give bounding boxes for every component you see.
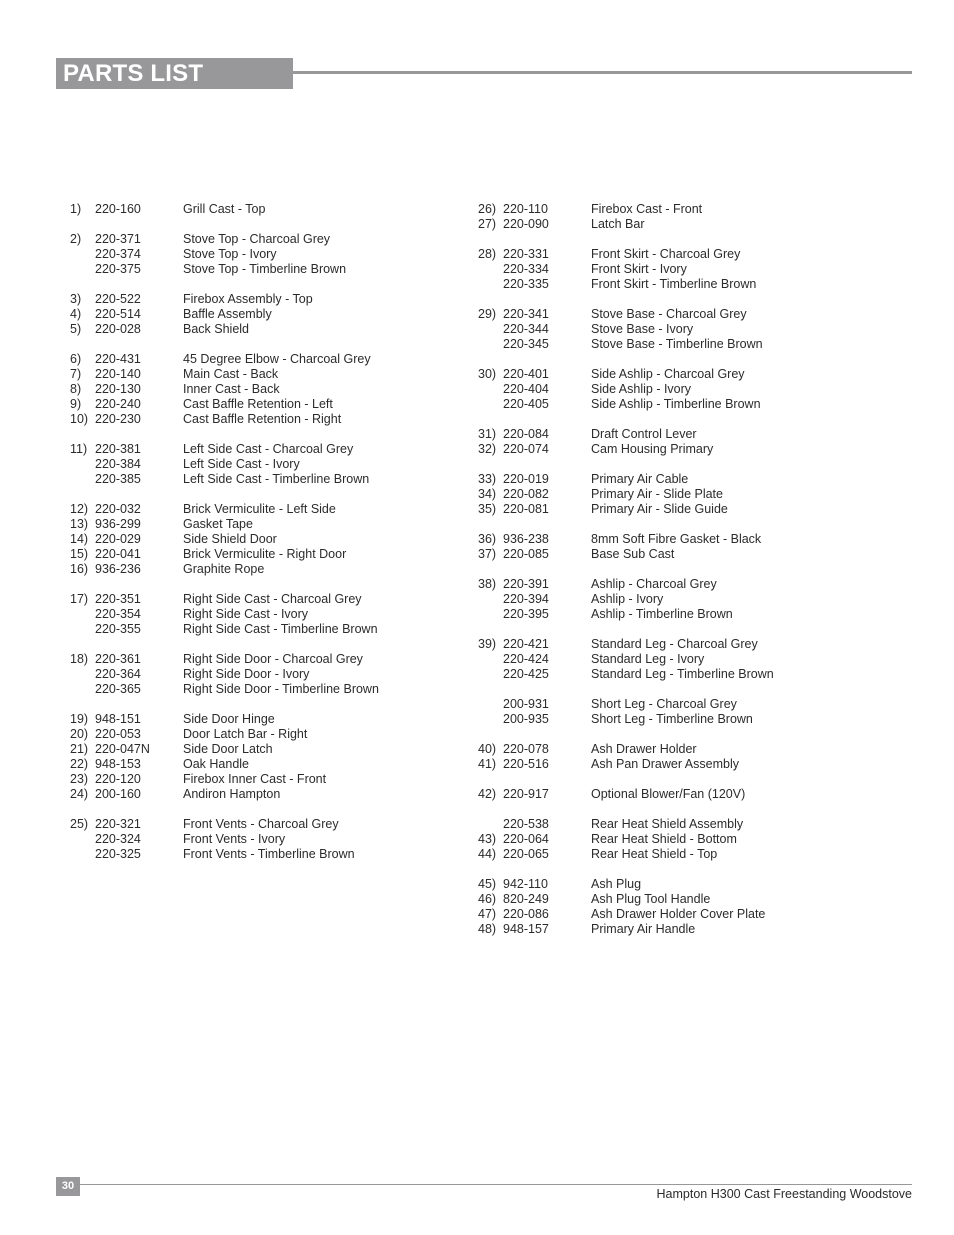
item-number: 35) — [478, 502, 497, 516]
part-number: 220-365 — [95, 682, 141, 696]
item-number: 25) — [70, 817, 89, 831]
part-number: 220-324 — [95, 832, 141, 846]
part-number: 220-405 — [503, 397, 549, 411]
part-description: Primary Air Cable — [591, 472, 689, 486]
item-number: 32) — [478, 442, 497, 456]
part-number: 220-064 — [503, 832, 549, 846]
part-number: 220-120 — [95, 772, 141, 786]
part-description: Rear Heat Shield - Bottom — [591, 832, 737, 846]
part-description: Standard Leg - Timberline Brown — [591, 667, 774, 681]
part-number: 220-032 — [95, 502, 141, 516]
item-number: 18) — [70, 652, 89, 666]
part-number: 220-081 — [503, 502, 549, 516]
part-description: Firebox Assembly - Top — [183, 292, 313, 306]
part-description: Stove Top - Ivory — [183, 247, 277, 261]
part-description: Stove Base - Ivory — [591, 322, 694, 336]
part-description: Main Cast - Back — [183, 367, 279, 381]
part-description: Stove Top - Timberline Brown — [183, 262, 347, 276]
part-description: Latch Bar — [591, 217, 645, 231]
item-number: 37) — [478, 547, 497, 561]
part-description: Left Side Cast - Timberline Brown — [183, 472, 370, 486]
part-description: 45 Degree Elbow - Charcoal Grey — [183, 352, 371, 366]
part-description: Ashlip - Ivory — [591, 592, 664, 606]
part-description: Inner Cast - Back — [183, 382, 280, 396]
part-number: 220-345 — [503, 337, 549, 351]
part-number: 200-935 — [503, 712, 549, 726]
part-description: Gasket Tape — [183, 517, 253, 531]
part-number: 220-085 — [503, 547, 549, 561]
part-number: 200-931 — [503, 697, 549, 711]
item-number: 5) — [70, 322, 82, 336]
part-description: Front Skirt - Timberline Brown — [591, 277, 757, 291]
part-number: 220-425 — [503, 667, 549, 681]
footer-document-title: Hampton H300 Cast Freestanding Woodstove — [656, 1187, 912, 1201]
item-number: 30) — [478, 367, 497, 381]
part-number: 220-371 — [95, 232, 141, 246]
part-number: 220-354 — [95, 607, 141, 621]
title-divider — [293, 71, 912, 74]
part-description: Ash Pan Drawer Assembly — [591, 757, 739, 771]
part-number: 220-361 — [95, 652, 141, 666]
part-description: Baffle Assembly — [183, 307, 272, 321]
part-number: 220-019 — [503, 472, 549, 486]
item-number: 31) — [478, 427, 497, 441]
item-number: 48) — [478, 922, 497, 936]
item-number: 42) — [478, 787, 497, 801]
item-number: 8) — [70, 382, 82, 396]
part-description: Ash Drawer Holder Cover Plate — [591, 907, 766, 921]
part-description: Right Side Door - Timberline Brown — [183, 682, 379, 696]
part-description: Brick Vermiculite - Left Side — [183, 502, 336, 516]
part-number: 220-325 — [95, 847, 141, 861]
part-number: 936-238 — [503, 532, 549, 546]
part-number: 220-375 — [95, 262, 141, 276]
item-number: 13) — [70, 517, 89, 531]
part-description: Ash Plug — [591, 877, 642, 891]
part-description: Right Side Door - Charcoal Grey — [183, 652, 363, 666]
part-number: 220-384 — [95, 457, 141, 471]
part-number: 220-047N — [95, 742, 150, 756]
part-number: 220-394 — [503, 592, 549, 606]
item-number: 4) — [70, 307, 82, 321]
footer-divider — [80, 1184, 912, 1185]
part-number: 220-084 — [503, 427, 549, 441]
part-description: Base Sub Cast — [591, 547, 675, 561]
part-description: Firebox Inner Cast - Front — [183, 772, 327, 786]
part-description: Front Skirt - Charcoal Grey — [591, 247, 741, 261]
item-number: 14) — [70, 532, 89, 546]
part-number: 220-160 — [95, 202, 141, 216]
item-number: 22) — [70, 757, 89, 771]
part-description: Grill Cast - Top — [183, 202, 266, 216]
part-number: 220-385 — [95, 472, 141, 486]
item-number: 17) — [70, 592, 89, 606]
part-description: Side Ashlip - Charcoal Grey — [591, 367, 745, 381]
part-number: 220-335 — [503, 277, 549, 291]
part-description: Primary Air - Slide Guide — [591, 502, 728, 516]
part-description: Right Side Door - Ivory — [183, 667, 310, 681]
part-number: 220-917 — [503, 787, 549, 801]
part-number: 942-110 — [503, 877, 548, 891]
part-description: Standard Leg - Ivory — [591, 652, 705, 666]
part-description: Back Shield — [183, 322, 250, 336]
part-number: 220-130 — [95, 382, 141, 396]
page-number: 30 — [56, 1177, 80, 1196]
item-number: 21) — [70, 742, 89, 756]
part-number: 220-029 — [95, 532, 141, 546]
item-number: 2) — [70, 232, 82, 246]
item-number: 6) — [70, 352, 82, 366]
part-description: Front Vents - Timberline Brown — [183, 847, 355, 861]
part-number: 220-028 — [95, 322, 141, 336]
item-number: 10) — [70, 412, 89, 426]
part-description: Ashlip - Timberline Brown — [591, 607, 733, 621]
item-number: 3) — [70, 292, 82, 306]
part-description: Ash Plug Tool Handle — [591, 892, 711, 906]
item-number: 23) — [70, 772, 89, 786]
part-description: Door Latch Bar - Right — [183, 727, 308, 741]
item-number: 24) — [70, 787, 89, 801]
part-number: 220-516 — [503, 757, 549, 771]
part-description: Stove Top - Charcoal Grey — [183, 232, 331, 246]
part-number: 220-522 — [95, 292, 141, 306]
part-description: Right Side Cast - Charcoal Grey — [183, 592, 362, 606]
part-description: Side Ashlip - Timberline Brown — [591, 397, 761, 411]
part-number: 936-299 — [95, 517, 141, 531]
item-number: 28) — [478, 247, 497, 261]
part-number: 220-351 — [95, 592, 141, 606]
part-description: Standard Leg - Charcoal Grey — [591, 637, 758, 651]
item-number: 1) — [70, 202, 82, 216]
part-description: Oak Handle — [183, 757, 250, 771]
part-number: 220-401 — [503, 367, 549, 381]
item-number: 19) — [70, 712, 89, 726]
part-number: 220-074 — [503, 442, 549, 456]
part-description: Left Side Cast - Ivory — [183, 457, 300, 471]
part-description: Side Shield Door — [183, 532, 277, 546]
page-title: PARTS LIST — [56, 58, 293, 89]
part-number: 948-153 — [95, 757, 141, 771]
item-number: 20) — [70, 727, 89, 741]
part-number: 200-160 — [95, 787, 141, 801]
part-number: 220-334 — [503, 262, 549, 276]
part-description: Primary Air Handle — [591, 922, 696, 936]
part-number: 220-355 — [95, 622, 141, 636]
part-description: Cast Baffle Retention - Right — [183, 412, 342, 426]
item-number: 47) — [478, 907, 497, 921]
item-number: 33) — [478, 472, 497, 486]
part-number: 220-230 — [95, 412, 141, 426]
part-description: Stove Base - Timberline Brown — [591, 337, 763, 351]
part-description: Rear Heat Shield Assembly — [591, 817, 744, 831]
part-number: 220-331 — [503, 247, 549, 261]
part-number: 220-364 — [95, 667, 141, 681]
part-number: 220-391 — [503, 577, 549, 591]
part-description: Rear Heat Shield - Top — [591, 847, 718, 861]
part-description: Front Vents - Charcoal Grey — [183, 817, 339, 831]
item-number: 27) — [478, 217, 497, 231]
part-description: Draft Control Lever — [591, 427, 697, 441]
part-description: Front Vents - Ivory — [183, 832, 286, 846]
part-description: Short Leg - Timberline Brown — [591, 712, 753, 726]
part-number: 220-082 — [503, 487, 549, 501]
item-number: 38) — [478, 577, 497, 591]
part-description: Side Door Latch — [183, 742, 273, 756]
part-number: 220-140 — [95, 367, 141, 381]
item-number: 45) — [478, 877, 497, 891]
part-number: 220-090 — [503, 217, 549, 231]
part-number: 220-514 — [95, 307, 141, 321]
part-description: Front Skirt - Ivory — [591, 262, 687, 276]
part-number: 948-151 — [95, 712, 141, 726]
item-number: 44) — [478, 847, 497, 861]
part-description: Graphite Rope — [183, 562, 265, 576]
part-number: 220-344 — [503, 322, 549, 336]
part-number: 948-157 — [503, 922, 549, 936]
item-number: 43) — [478, 832, 497, 846]
item-number: 46) — [478, 892, 497, 906]
part-number: 220-404 — [503, 382, 549, 396]
part-number: 936-236 — [95, 562, 141, 576]
item-number: 41) — [478, 757, 497, 771]
part-description: Right Side Cast - Ivory — [183, 607, 309, 621]
part-number: 220-240 — [95, 397, 141, 411]
item-number: 16) — [70, 562, 89, 576]
part-description: Brick Vermiculite - Right Door — [183, 547, 347, 561]
part-number: 220-041 — [95, 547, 141, 561]
part-number: 820-249 — [503, 892, 549, 906]
item-number: 9) — [70, 397, 82, 411]
part-number: 220-065 — [503, 847, 549, 861]
part-number: 220-321 — [95, 817, 141, 831]
part-description: Right Side Cast - Timberline Brown — [183, 622, 378, 636]
item-number: 40) — [478, 742, 497, 756]
item-number: 34) — [478, 487, 497, 501]
item-number: 26) — [478, 202, 497, 216]
item-number: 12) — [70, 502, 89, 516]
part-description: Ash Drawer Holder — [591, 742, 697, 756]
item-number: 7) — [70, 367, 82, 381]
part-description: Firebox Cast - Front — [591, 202, 703, 216]
part-number: 220-053 — [95, 727, 141, 741]
part-number: 220-424 — [503, 652, 549, 666]
part-description: Side Ashlip - Ivory — [591, 382, 692, 396]
part-number: 220-341 — [503, 307, 549, 321]
part-number: 220-395 — [503, 607, 549, 621]
part-description: Side Door Hinge — [183, 712, 275, 726]
item-number: 29) — [478, 307, 497, 321]
part-description: Left Side Cast - Charcoal Grey — [183, 442, 354, 456]
part-description: Primary Air - Slide Plate — [591, 487, 723, 501]
item-number: 39) — [478, 637, 497, 651]
part-number: 220-538 — [503, 817, 549, 831]
part-description: Stove Base - Charcoal Grey — [591, 307, 747, 321]
part-number: 220-421 — [503, 637, 549, 651]
part-description: 8mm Soft Fibre Gasket - Black — [591, 532, 762, 546]
part-description: Short Leg - Charcoal Grey — [591, 697, 737, 711]
part-description: Andiron Hampton — [183, 787, 281, 801]
part-description: Optional Blower/Fan (120V) — [591, 787, 746, 801]
part-number: 220-431 — [95, 352, 141, 366]
part-number: 220-110 — [503, 202, 548, 216]
item-number: 36) — [478, 532, 497, 546]
part-description: Ashlip - Charcoal Grey — [591, 577, 717, 591]
part-description: Cam Housing Primary — [591, 442, 714, 456]
part-number: 220-086 — [503, 907, 549, 921]
item-number: 11) — [70, 442, 88, 456]
part-number: 220-381 — [95, 442, 141, 456]
part-description: Cast Baffle Retention - Left — [183, 397, 333, 411]
part-number: 220-374 — [95, 247, 141, 261]
item-number: 15) — [70, 547, 89, 561]
part-number: 220-078 — [503, 742, 549, 756]
